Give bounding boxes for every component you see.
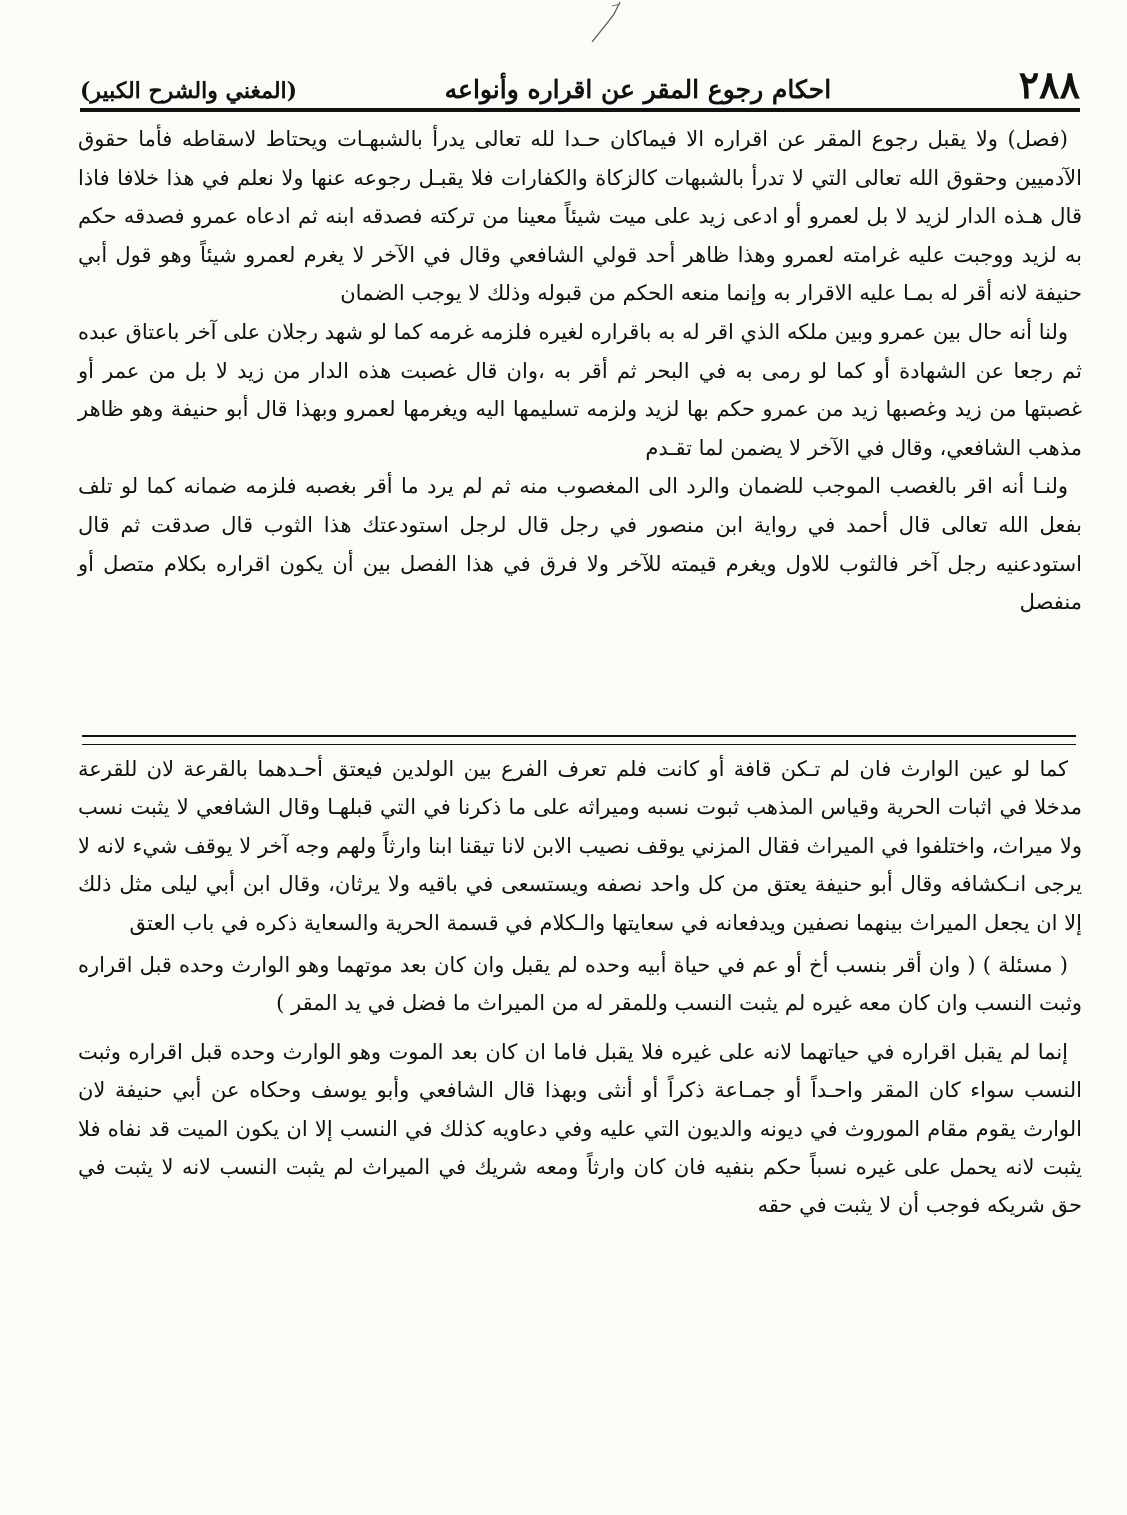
paragraph: ولنـا أنه اقر بالغصب الموجب للضمان والرد الى المغصوب منه ثم لم يرد ما أقر بغصبه فلزمه ضمانه كما لو تلف بفعل الله تعالى قال أحمد في رواية ابن منصور في رجل قال لرجل استودعتك هذا الثوب قال صدقت ثم قال استودعنيه رجل آخر فالثوب للاول ويغرم قيمته للآخر ولا فرق في هذا الفصل بين أن يكون اقراره بكلام متصل أو منفصل — [78, 474, 1082, 615]
commentary-text — [78, 750, 1082, 1225]
main-text — [78, 120, 1082, 622]
chapter-title: احكام رجوع المقر عن اقراره وأنواعه — [444, 75, 832, 104]
paragraph: (فصل) ولا يقبل رجوع المقر عن اقراره الا فيماكان حـدا لله تعالى يدرأ بالشبهـات ويحتاط لاسقاطه فأما حقوق الآدميين وحقوق الله تعالى التي لا تدرأ بالشبهات كالزكاة والكفارات فلا يقبـل رجوعه عنها ولا نعلم في هذا خلافا فاذا قال هـذه الدار لزيد لا بل لعمرو أو ادعى زيد على ميت شيئاً معينا من تركته فصدقه ابنه ثم ادعاه عمرو فصدقه حكم به لزيد ووجبت عليه غرامته لعمرو وهذا ظاهر أحد قولي الشافعي وقال في الآخر لا يغرم لعمرو شيئاً وهو قول أبي حنيفة لانه أقر له بمـا عليه الاقرار به وإنما منعه الحكم من قبوله وذلك لا يوجب الضمان — [78, 127, 1082, 306]
book-title: (المغني والشرح الكبير) — [80, 78, 298, 104]
paragraph: كما لو عين الوارث فان لم تـكن قافة أو كانت فلم تعرف الفرع بين الولدين فيعتق أحـدهما بالقرعة لان للقرعة مدخلا في اثبات الحرية وقياس المذهب ثبوت نسبه وميراثه على ما ذكرنا في التي قبلهـا وقال الشافعي لا يثبت نسب ولا ميراث، واختلفوا في الميراث فقال المزني يوقف نصيب الابن لانا تيقنا ابنا وارثاً ولهم وجه آخر لا يوقف شيء لانه لا يرجى انـكشافه وقال أبو حنيفة يعتق من كل واحد نصفه ويستسعى في باقيه ولا يرثان، وقال ابن أبي ليلى مثل ذلك إلا ان يجعل الميراث بينهما نصفين ويدفعانه في سعايتها والـكلام في قسمة الحرية والسعاية ذكره في باب العتق — [78, 757, 1082, 935]
paragraph: ولنا أنه حال بين عمرو وبين ملكه الذي اقر له به باقراره لغيره فلزمه غرمه كما لو شهد رجلان على آخر باعتاق عبده ثم رجعا عن الشهادة أو كما لو رمى به في البحر ثم أقر به ،وان قال غصبت هذه الدار من زيد لا بل من عمر أو غصبتها من زيد وغصبها زيد من عمرو حكم بها لزيد ولزمه تسليمها اليه ويغرمها لعمرو وبهذا قال أبو حنيفة وهو ظاهر مذهب الشافعي، وقال في الآخر لا يضمن لما تقـدم — [78, 319, 1082, 460]
page-number: ٢٨٨ — [1018, 62, 1080, 107]
masala-paragraph: ( مسئلة ) ( وان أقر بنسب أخ أو عم في حياة أبيه وحده لم يقبل وان كان بعد موتهما وهو الوارث وحده قبل اقراره وثبت النسب وان كان معه غيره لم يثبت النسب وللمقر له من الميراث ما فضل في يد المقر ) — [78, 953, 1082, 1016]
paragraph: إنما لم يقبل اقراره في حياتهما لانه على غيره فلا يقبل فاما ان كان بعد الموت وهو الوارث وحده قبل اقراره وثبت النسب سواء كان المقر واحـداً أو جمـاعة ذكراً أو أنثى وبهذا قال الشافعي وأبو يوسف وحكاه عن أبي حنيفة لان الوارث يقوم مقام الموروث في ديونه والديون التي عليه وفي دعاويه كذلك في النسب إلا ان يكون الميت قد نفاه فلا يثبت لانه يحمل على غيره نسباً حكم بنفيه فان كان وارثاً ومعه شريك في الميراث لم يثبت النسب لانه لا يثبت في حق شريكه فوجب أن لا يثبت في حقه — [78, 1039, 1082, 1218]
page-header — [80, 60, 1080, 110]
section-divider — [82, 735, 1076, 745]
header-rule — [80, 108, 1080, 112]
scan-mark-icon — [586, 0, 626, 48]
